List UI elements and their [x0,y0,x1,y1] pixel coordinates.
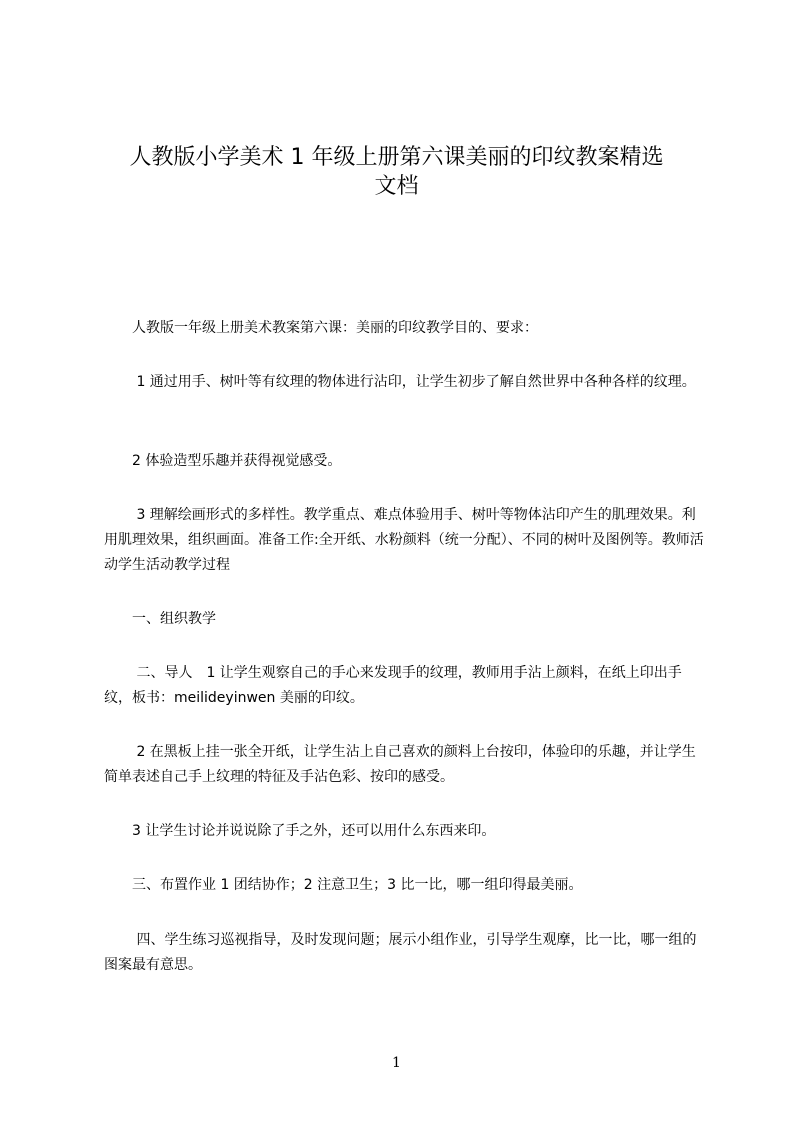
paragraph-goal-1: 1 通过用手、树叶等有纹理的物体进行沾印，让学生初步了解自然世界中各种各样的纹理。 [104,374,696,390]
document-title-line-1: 人教版小学美术 1 年级上册第六课美丽的印纹教案精选 [129,145,664,170]
paragraph-goal-2: 2 体验造型乐趣并获得视觉感受。 [104,453,342,469]
paragraph-intro: 人教版一年级上册美术教案第六课：美丽的印纹教学目的、要求： [104,320,538,336]
document-title [80,143,713,201]
paragraph-step-1: 一、组织教学 [104,611,216,627]
paragraph-step-4: 四、学生练习巡视指导，及时发现问题；展示小组作业，引导学生观摩，比一比，哪一组的图案最有意思。 [104,932,697,973]
paragraph-step-2: 二、导人 1 让学生观察自己的手心来发现手的纹理，教师用手沾上颜料，在纸上印出手纹，板书：meilideyinwen 美丽的印纹。 [104,665,682,706]
paragraph-step-2-part-3: 3 让学生讨论并说说除了手之外，还可以用什么东西来印。 [104,823,496,839]
paragraph-step-3: 三、布置作业 1 团结协作；2 注意卫生；3 比一比，哪一组印得最美丽。 [104,877,583,893]
document-title-line-2: 文档 [374,174,419,199]
paragraph-step-2-part-2: 2 在黑板上挂一张全开纸，让学生沾上自己喜欢的颜料上台按印，体验印的乐趣，并让学生简单表述自己手上纹理的特征及手沾色彩、按印的感受。 [104,744,696,785]
page-number: 1 [392,1055,401,1071]
paragraph-goal-3: 3 理解绘画形式的多样性。教学重点、难点体验用手、树叶等物体沾印产生的肌理效果。利用肌理效果，组织画面。准备工作:全开纸、水粉颜料（统一分配）、不同的树叶及图例等。教师活动学生活动教学过程 [104,507,704,573]
